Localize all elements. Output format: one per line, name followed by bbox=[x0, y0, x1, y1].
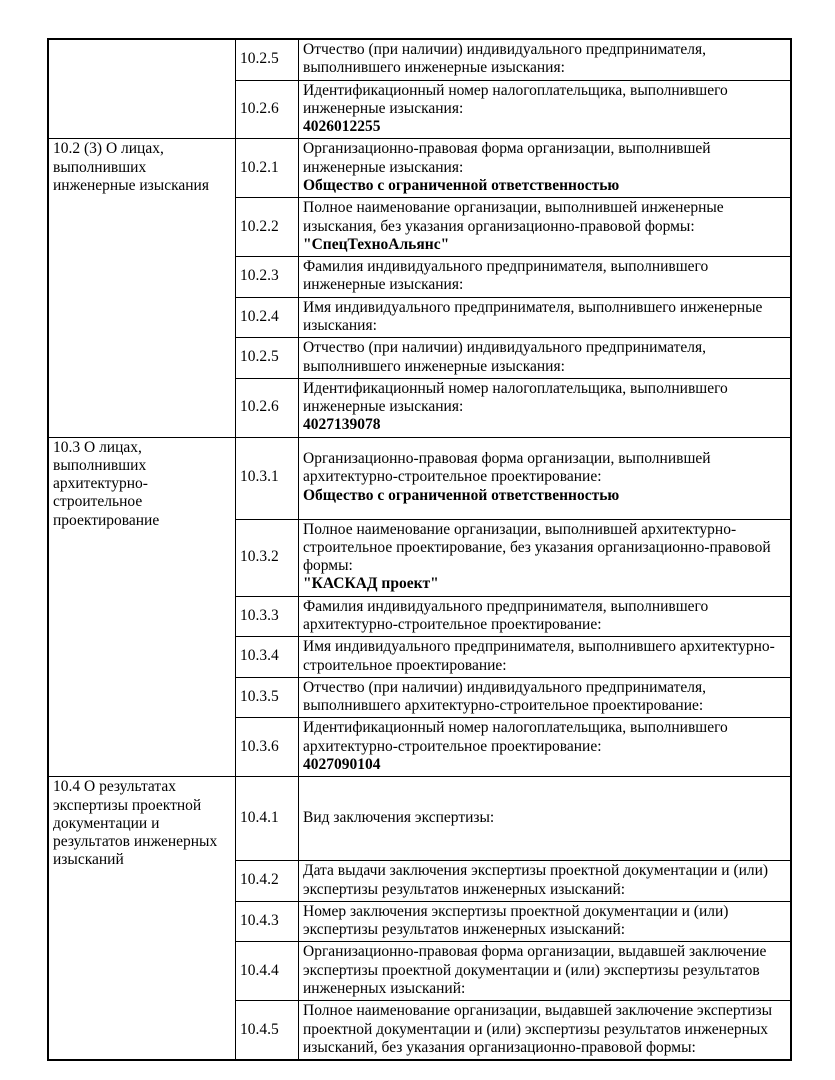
field-value: 4027090104 bbox=[303, 756, 381, 773]
item-description-cell bbox=[299, 637, 792, 678]
table-row bbox=[48, 139, 791, 198]
item-description-cell bbox=[299, 777, 792, 861]
field-description: Отчество (при наличии) индивидуального предпринимателя, выполнившего архитектурно-строительное проектирование: bbox=[303, 678, 707, 715]
item-number-cell: 10.2.4 bbox=[236, 297, 299, 338]
item-number-cell: 10.3.2 bbox=[236, 519, 299, 596]
item-description-cell bbox=[299, 39, 792, 80]
field-value: 4026012255 bbox=[303, 118, 381, 136]
item-description-cell bbox=[299, 718, 792, 777]
item-description-cell bbox=[299, 519, 792, 596]
field-description: Имя индивидуального предпринимателя, выполнившего инженерные изыскания: bbox=[303, 298, 763, 334]
item-number-cell: 10.3.3 bbox=[236, 596, 299, 637]
item-number-cell: 10.2.6 bbox=[236, 378, 299, 437]
item-number-cell: 10.3.4 bbox=[236, 637, 299, 678]
field-value: Общество с ограниченной ответственностью bbox=[303, 486, 620, 504]
field-description: Номер заключения экспертизы проектной документации и (или) экспертизы результатов инженерных изысканий: bbox=[303, 902, 729, 939]
field-description: Вид заключения экспертизы: bbox=[303, 809, 495, 827]
item-description-cell bbox=[299, 257, 792, 298]
field-description: Полное наименование организации, выполнившей инженерные изыскания, без указания организационно-правовой формы: bbox=[303, 199, 724, 235]
field-description: Отчество (при наличии) индивидуального предпринимателя, выполнившего инженерные изыскания: bbox=[303, 41, 707, 77]
item-description-cell bbox=[299, 80, 792, 139]
table-row bbox=[48, 777, 791, 861]
section-label-cell: 10.4 О результатах экспертизы проектной документации и результатов инженерных изысканий bbox=[48, 777, 236, 1060]
item-number-cell: 10.2.1 bbox=[236, 139, 299, 198]
field-description: Полное наименование организации, выполнившей архитектурно-строительное проектирование, без указания организационно-правовой формы: bbox=[303, 520, 771, 575]
field-description: Организационно-правовая форма организации, выполнившей инженерные изыскания: bbox=[303, 140, 711, 176]
field-value: "СпецТехноАльянс" bbox=[303, 235, 450, 253]
item-number-cell: 10.4.1 bbox=[236, 777, 299, 861]
field-description: Идентификационный номер налогоплательщика, выполнившего инженерные изыскания: bbox=[303, 379, 728, 416]
item-description-cell bbox=[299, 861, 792, 902]
field-value: 4027139078 bbox=[303, 416, 381, 434]
table-row bbox=[48, 39, 791, 80]
item-number-cell: 10.2.5 bbox=[236, 39, 299, 80]
field-description: Имя индивидуального предпринимателя, выполнившего архитектурно-строительное проектирование: bbox=[303, 638, 775, 674]
field-description: Дата выдачи заключения экспертизы проектной документации и (или) экспертизы результатов инженерных изысканий: bbox=[303, 862, 769, 898]
item-number-cell: 10.4.4 bbox=[236, 942, 299, 1001]
field-description: Идентификационный номер налогоплательщика, выполнившего инженерные изыскания: bbox=[303, 81, 728, 117]
item-number-cell: 10.3.5 bbox=[236, 677, 299, 718]
item-description-cell bbox=[299, 437, 792, 519]
field-description: Фамилия индивидуального предпринимателя, выполнившего архитектурно-строительное проектирование: bbox=[303, 597, 709, 634]
item-number-cell: 10.2.6 bbox=[236, 80, 299, 139]
declaration-table bbox=[47, 38, 792, 1061]
item-number-cell: 10.2.2 bbox=[236, 198, 299, 257]
item-description-cell bbox=[299, 338, 792, 379]
item-number-cell: 10.2.3 bbox=[236, 257, 299, 298]
item-number-cell: 10.3.1 bbox=[236, 437, 299, 519]
item-number-cell: 10.4.3 bbox=[236, 901, 299, 942]
field-description: Полное наименование организации, выдавшей заключение экспертизы проектной документации и (или) экспертизы результатов инженерных изысканий, без указания организационно-правовой формы: bbox=[303, 1002, 773, 1056]
field-value: "КАСКАД проект" bbox=[303, 575, 439, 593]
item-description-cell bbox=[299, 677, 792, 718]
declaration-table-body bbox=[48, 39, 791, 1060]
item-number-cell: 10.3.6 bbox=[236, 718, 299, 777]
item-description-cell bbox=[299, 1001, 792, 1060]
item-description-cell bbox=[299, 378, 792, 437]
item-description-cell bbox=[299, 901, 792, 942]
section-label-cell: 10.2 (3) О лицах, выполнивших инженерные изыскания bbox=[48, 139, 236, 437]
item-description-cell bbox=[299, 139, 792, 198]
item-description-cell bbox=[299, 297, 792, 338]
section-label-cell bbox=[48, 39, 236, 139]
section-label-cell: 10.3 О лицах, выполнивших архитектурно-строительное проектирование bbox=[48, 437, 236, 777]
item-description-cell bbox=[299, 596, 792, 637]
item-description-cell bbox=[299, 942, 792, 1001]
item-description-cell bbox=[299, 198, 792, 257]
field-value: Общество с ограниченной ответственностью bbox=[303, 176, 620, 194]
field-description: Организационно-правовая форма организации, выполнившей архитектурно-строительное проектирование: bbox=[303, 450, 711, 486]
item-number-cell: 10.4.5 bbox=[236, 1001, 299, 1060]
field-description: Организационно-правовая форма организации, выдавшей заключение экспертизы проектной документации и (или) экспертизы результатов инженерных изысканий: bbox=[303, 943, 767, 997]
table-row bbox=[48, 437, 791, 519]
field-description: Идентификационный номер налогоплательщика, выполнившего архитектурно-строительное проектирование: bbox=[303, 719, 728, 755]
field-description: Фамилия индивидуального предпринимателя, выполнившего инженерные изыскания: bbox=[303, 258, 709, 294]
field-description: Отчество (при наличии) индивидуального предпринимателя, выполнившего инженерные изыскания: bbox=[303, 339, 707, 375]
item-number-cell: 10.2.5 bbox=[236, 338, 299, 379]
item-number-cell: 10.4.2 bbox=[236, 861, 299, 902]
